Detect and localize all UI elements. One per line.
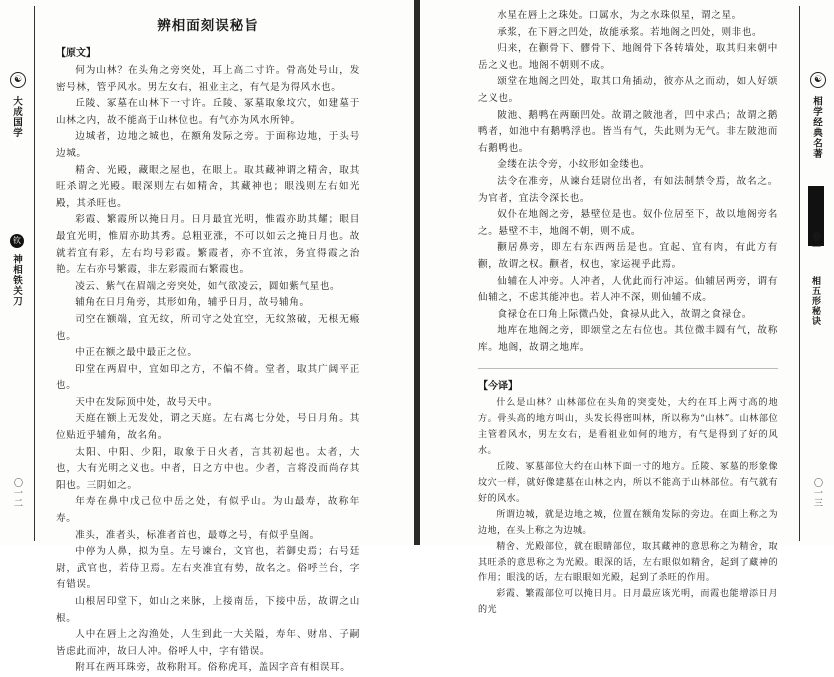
paragraph: 中停为人鼻，拟为皇。左号谏台，文官也，若御史焉；右号廷尉，武官也，若侍卫焉。左右夹准宜有势，故名之。俗呼兰台，字有错误。 xyxy=(56,546,360,591)
paragraph: 彩霞、繁霞部位可以掩日月。日月最应该光明，而霞也能增添日月的光 xyxy=(478,589,778,616)
left-content xyxy=(56,8,360,677)
right-translation-list xyxy=(478,396,778,619)
paragraph: 辅角在日月角旁，其形如角，辅乎日月，故号辅角。 xyxy=(75,297,310,309)
paragraph: 凌云、紫气在眉端之旁突处，如气欲凌云，圆如紫气星也。 xyxy=(75,280,341,292)
paragraph: 太阳、中阳、少阳，取象于日火者，言其初起也。太者，大也，大有光明之义也。中者，日之方中也。少者，言将没而尚存其阳也。三阴如之。 xyxy=(56,446,360,491)
paragraph: 所谓边城，就是边地之城，位置在额角发际的旁边。在面上称之为边地，在头上称之为边城。 xyxy=(478,509,778,536)
left-margin xyxy=(0,0,36,545)
paragraph: 精舍、光殿，藏眼之屋也，在眼上。取其藏神谓之精舍，取其旺杀谓之光殿。眼深则左右如精舍，其藏神也；眼浅则左右如光殿，其杀旺也。 xyxy=(56,164,360,209)
paragraph: 水星在唇上之珠处。口属水，为之水珠似星，谓之星。 xyxy=(497,10,742,21)
right-margin-rule xyxy=(799,6,800,541)
volume-label: 卷一 xyxy=(810,232,820,252)
paragraph: 天中在发际顶中处，故号天中。 xyxy=(75,396,218,408)
paragraph: 山根居印堂下，如山之来脉，上接南岳，下接中岳，故谓之山根。 xyxy=(56,596,360,624)
paragraph: 准头，准者头，标准者首也，最尊之号，有似乎皇阁。 xyxy=(75,529,320,541)
paragraph: 归来，在颧骨下、髎骨下、地阁骨下各转墙处，取其归来朝中岳之义也。地阁不朝则不成。 xyxy=(478,43,778,71)
paragraph: 丘陵、冢墓在山林下一寸许。丘陵、冢墓取象坟穴，如建墓于山林之内，故不能高于山林位也。有气亦为风水所钟。 xyxy=(56,98,360,126)
paragraph: 精舍、光殿部位，就在眼睛部位，取其藏神的意思称之为精舍，取其旺杀的意思称之为光殿。眼深的话，左右眼似如精舍，起到了藏神的作用；眼浅的话，左右眼眼如光殿，起到了杀旺的作用。 xyxy=(478,541,778,584)
left-page xyxy=(0,0,414,674)
paragraph: 仙辅在人冲旁。人冲者，人优此而行冲运。仙辅居两旁，谓有仙辅之，不虑其能冲也。若人冲不深，则仙辅不成。 xyxy=(478,275,778,304)
paragraph: 边城者，边地之城也，在额角发际之旁。于面称边地，于头号边城。 xyxy=(56,131,360,159)
paragraph: 司空在额端，宜无纹，所司守之处宜空，无纹煞破，无根无瘢也。 xyxy=(56,313,360,342)
yin-yang-icon: ☯ xyxy=(810,72,826,88)
paragraph: 印堂在两眉中，宜如印之方，不偏不倚。堂者，取其广阔平正也。 xyxy=(56,363,360,392)
paragraph: 食禄仓在口角上际微凸处，食禄从此入，故谓之食禄仓。 xyxy=(497,308,753,320)
paragraph: 法令在准旁，从谏台廷尉位出者，有如法制禁令焉，故名之。为官者，宜法令深长也。 xyxy=(478,175,778,204)
paragraph: 陂池、鹅鸭在两颐凹处。故谓之陂池者，凹中求凸；故谓之鹅鸭者，如池中有鹅鸭浮也。皆当有气，失此则为无气。非左陂池而右鹅鸭也。 xyxy=(478,109,778,154)
paragraph: 人中在唇上之沟渔处，人生到此一大关隘，寿年、财帛、子嗣皆虑此而冲，故曰人冲。俗呼人中，字有错误。 xyxy=(56,629,360,657)
paragraph: 颂堂在地阁之凹处，取其口角插动，彼亦从之而动，如人好颂之义也。 xyxy=(478,76,778,104)
chapter-label: 相五形秘诀 xyxy=(810,276,820,326)
right-content xyxy=(478,8,778,619)
page-number-right: 〇一三 xyxy=(812,478,822,508)
section-divider xyxy=(478,368,778,369)
left-margin-rule xyxy=(34,6,35,541)
paragraph: 金缕在法令旁，小纹形如金缕也。 xyxy=(497,159,651,171)
left-paragraph-list xyxy=(56,63,360,677)
paragraph: 丘陵、冢墓部位大约在山林下面一寸的地方。丘陵、冢墓的形象像坟穴一样，就好像建墓在山林之内，所以不能高于山林部位。有气就有好的风水。 xyxy=(478,462,778,504)
paragraph: 彩霞、繁霞所以掩日月。日月最宜光明，惟霞亦助其耀；眼目最宜光明，惟眉亦助其秀。总粗亚涨，不可以如云之掩日月也。故就若宜有彩，左右均号彩霞。繁霞者，亦不宜浓，务宜得霞之治艳。左右亦号繁霞，非左彩霞而右繁霞也。 xyxy=(56,214,360,276)
paragraph: 颧居鼻旁，即左右东西两岳是也。宜起、宜有肉，有此方有颧，故谓之权。颧者，权也，家运视乎此焉。 xyxy=(478,242,778,270)
paragraph: 何为山林？在头角之旁突处，耳上高二寸许。骨高处号山，发密号林，管乎风水。男左女右，祖业主之，有气是为得风水也。 xyxy=(56,65,360,93)
seal-badge-icon: 钦 xyxy=(10,234,24,248)
paragraph: 什么是山林？山林部位在头角的突变处，大约在耳上两寸高的地方。骨头高的地方叫山，头发长得密叫林，所以称为“山林”。山林部位主管着风水，男左女右，是看祖业如何的地方，有气是得到了好的风水。 xyxy=(478,398,778,457)
section-heading-original: 【原文】 xyxy=(56,48,96,59)
book-subtitle: 神相铁关刀 xyxy=(11,254,22,307)
right-original-list xyxy=(478,8,778,356)
book-series-title: 大成国学 xyxy=(11,96,22,138)
paragraph: 奴仆在地阁之旁，悬壁位是也。奴仆位居至下，故以地阁旁名之。悬壁不丰，地阁不朝，则不成。 xyxy=(478,209,778,237)
paragraph: 中正在额之最中最正之位。 xyxy=(75,347,198,359)
paragraph: 年寿在鼻中戊己位中岳之处，有似乎山。为山最寿，故称年寿。 xyxy=(56,496,360,525)
right-page xyxy=(420,0,834,616)
yin-yang-icon: ☯ xyxy=(10,72,26,88)
paragraph: 天庭在额上无发处，谓之天庭。左右离七分处，号日月角。其位贴近乎辅角，故名角。 xyxy=(56,413,360,442)
right-margin xyxy=(798,0,834,545)
paragraph: 地库在地阁之旁，即颂堂之左右位也。其位微丰圆有气，故称库。地阁，故谓之地库。 xyxy=(478,325,778,353)
section-heading-translation: 【今译】 xyxy=(478,381,518,393)
paragraph: 承浆，在下唇之凹处，故能承浆。若地阁之凹处，则非也。 xyxy=(497,26,763,38)
series-title-vertical: 相学经典名著 xyxy=(811,96,822,159)
chapter-title: 辨相面刻误秘旨 xyxy=(157,18,259,34)
page-number-left: 〇一二 xyxy=(12,478,22,508)
paragraph: 附耳在两耳珠旁，故称附耳。俗称虎耳，盖因字音有相误耳。 xyxy=(75,662,351,674)
